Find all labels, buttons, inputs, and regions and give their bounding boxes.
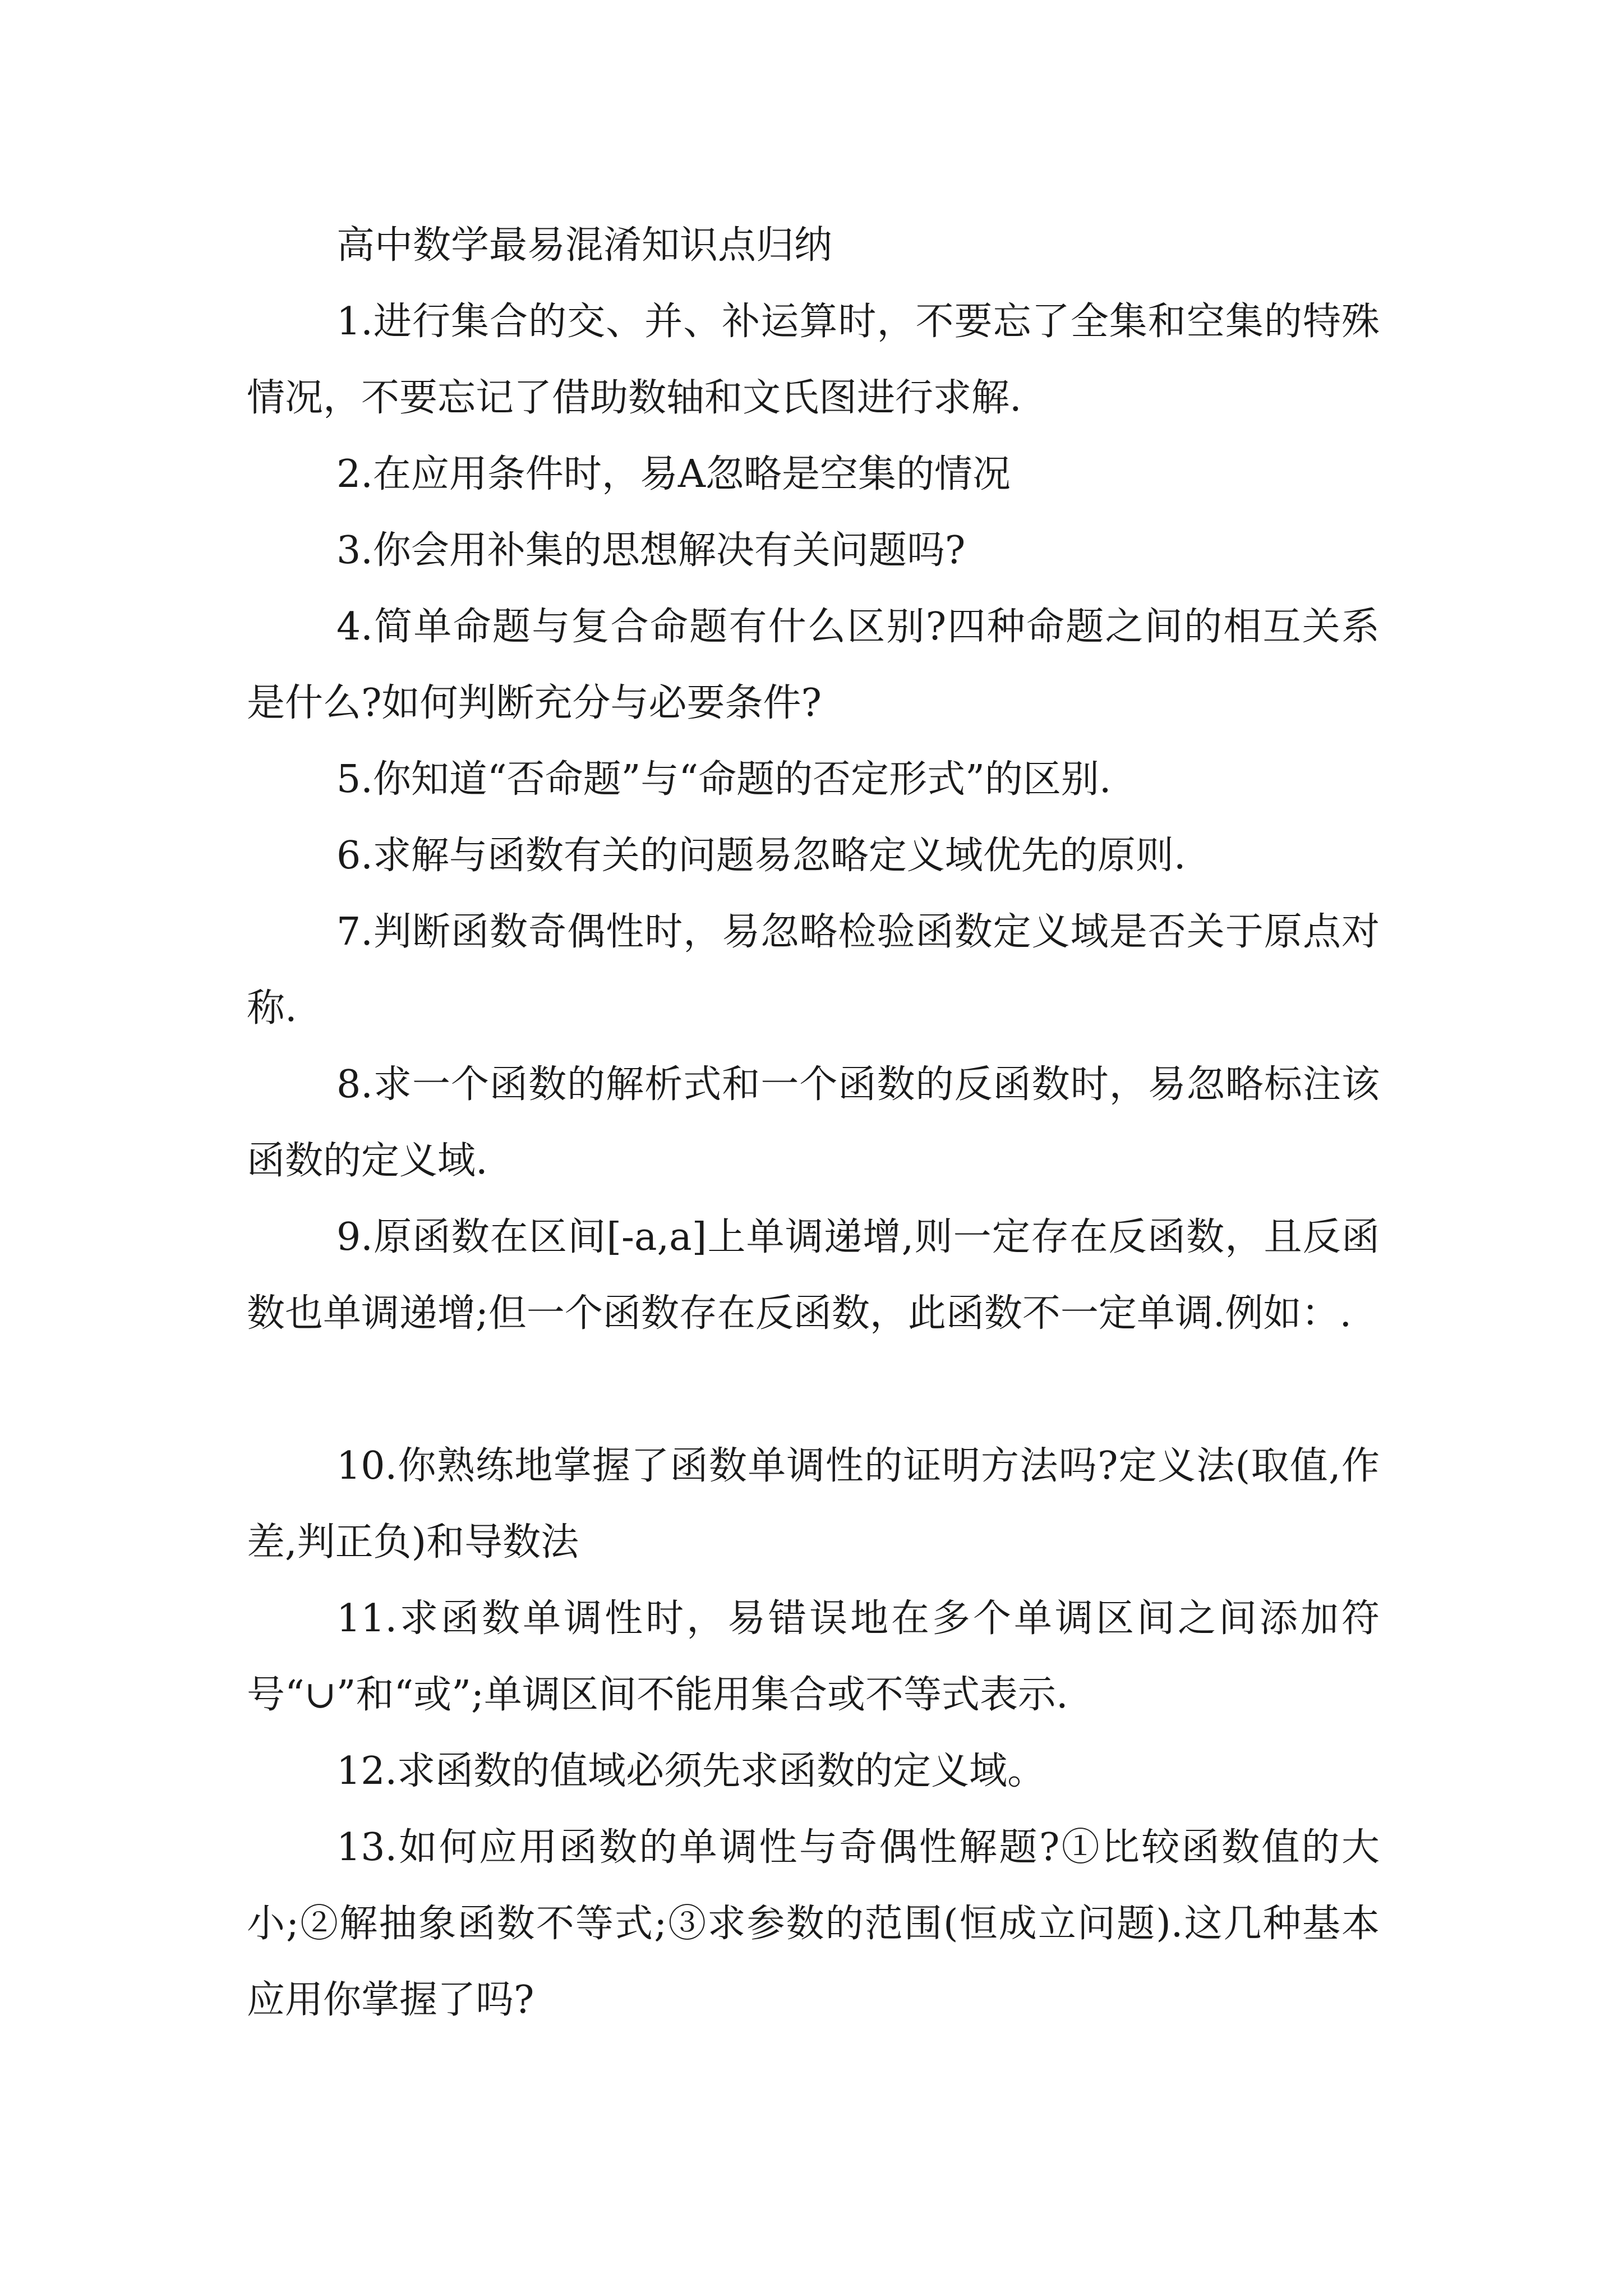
paragraph-item-5: 5.你知道“否命题”与“命题的否定形式”的区别. — [336, 757, 1112, 802]
paragraph-item-3: 3.你会用补集的思想解决有关问题吗? — [336, 528, 966, 573]
paragraph-item-2: 2.在应用条件时，易A忽略是空集的情况 — [336, 452, 1011, 496]
paragraph-item-11: 11.求函数单调性时，易错误地在多个单调区间之间添加符号“∪”和“或”;单调区间不能用集合或不等式表示. — [247, 1596, 1380, 1717]
paragraph-item-13: 13.如何应用函数的单调性与奇偶性解题?①比较函数值的大小;②解抽象函数不等式;③求参数的范围(恒成立问题).这几种基本应用你掌握了吗? — [247, 1825, 1380, 2022]
paragraph-item-10: 10.你熟练地掌握了函数单调性的证明方法吗?定义法(取值,作差,判正负)和导数法 — [247, 1444, 1380, 1565]
paragraph-item-4: 4.简单命题与复合命题有什么区别?四种命题之间的相互关系是什么?如何判断充分与必要条件? — [247, 605, 1380, 725]
paragraph-item-9: 9.原函数在区间[-a,a]上单调递增,则一定存在反函数，且反函数也单调递增;但一个函数存在反函数，此函数不一定单调.例如：. — [247, 1215, 1380, 1336]
document-title: 高中数学最易混淆知识点归纳 — [336, 223, 833, 268]
paragraph-item-6: 6.求解与函数有关的问题易忽略定义域优先的原则. — [336, 834, 1186, 878]
paragraph-item-7: 7.判断函数奇偶性时，易忽略检验函数定义域是否关于原点对称. — [247, 910, 1380, 1030]
paragraph-item-1: 1.进行集合的交、并、补运算时，不要忘了全集和空集的特殊情况，不要忘记了借助数轴和文氏图进行求解. — [247, 300, 1380, 420]
paragraph-item-12: 12.求函数的值域必须先求函数的定义域。 — [336, 1749, 1046, 1793]
paragraph-item-8: 8.求一个函数的解析式和一个函数的反函数时，易忽略标注该函数的定义域. — [247, 1062, 1380, 1183]
